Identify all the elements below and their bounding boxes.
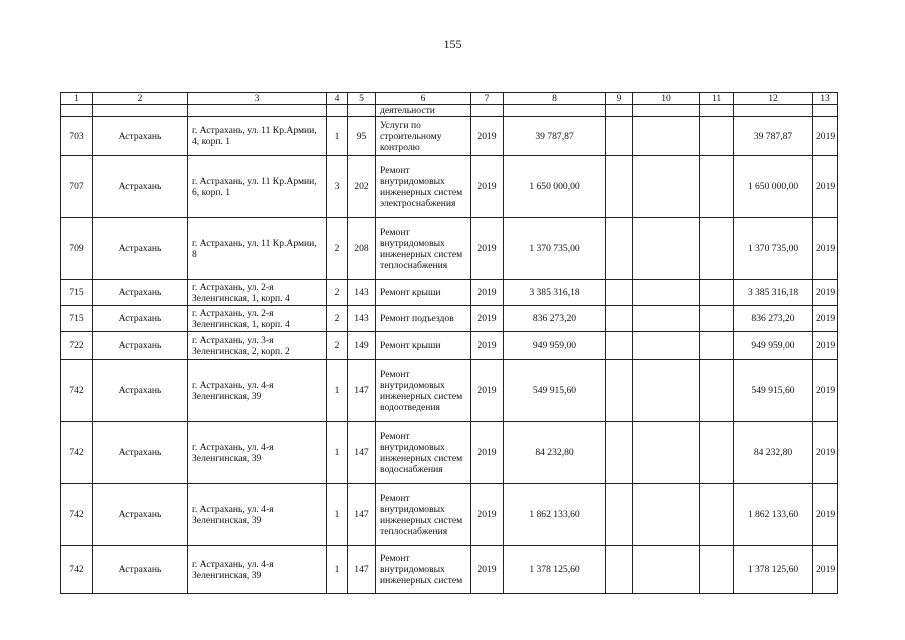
year-end: 2019 — [813, 546, 838, 594]
year-end: 2019 — [813, 306, 838, 332]
col-9 — [606, 546, 633, 594]
city: Астрахань — [93, 484, 188, 546]
col-11 — [700, 484, 734, 546]
building-number: 143 — [348, 306, 376, 332]
year: 2019 — [471, 280, 504, 306]
city: Астрахань — [93, 306, 188, 332]
floors: 1 — [327, 117, 348, 156]
col-11 — [700, 360, 734, 422]
total-cost: 1 862 133,60 — [504, 484, 606, 546]
building-number: 202 — [348, 156, 376, 218]
page-number: 155 — [443, 37, 462, 51]
floors: 1 — [327, 422, 348, 484]
col-11 — [700, 156, 734, 218]
total-cost: 1 650 000,00 — [504, 156, 606, 218]
work-description: Ремонт внутридомовых инженерных систем водоотведения — [376, 360, 471, 422]
city: Астрахань — [93, 422, 188, 484]
address: г. Астрахань, ул. 4-я Зеленгинская, 39 — [188, 422, 327, 484]
floors: 2 — [327, 306, 348, 332]
building-number: 147 — [348, 360, 376, 422]
floors: 2 — [327, 218, 348, 280]
year-end: 2019 — [813, 280, 838, 306]
table-cell — [504, 105, 606, 117]
col-10 — [633, 360, 700, 422]
year: 2019 — [471, 156, 504, 218]
address: г. Астрахань, ул. 11 Кр.Армии, 6, корп. 1 — [188, 156, 327, 218]
floors: 1 — [327, 360, 348, 422]
city: Астрахань — [93, 546, 188, 594]
address: г. Астрахань, ул. 11 Кр.Армии, 8 — [188, 218, 327, 280]
work-description: Ремонт внутридомовых инженерных систем электроснабжения — [376, 156, 471, 218]
work-description: деятельности — [376, 105, 471, 117]
building-number: 208 — [348, 218, 376, 280]
floors: 1 — [327, 484, 348, 546]
year: 2019 — [471, 360, 504, 422]
cost-regional: 1 650 000,00 — [734, 156, 813, 218]
column-number: 1 — [61, 93, 93, 105]
column-number: 11 — [700, 93, 734, 105]
cost-regional: 1 862 133,60 — [734, 484, 813, 546]
table-cell — [471, 105, 504, 117]
col-11 — [700, 218, 734, 280]
total-cost: 836 273,20 — [504, 306, 606, 332]
col-10 — [633, 306, 700, 332]
row-number: 722 — [61, 332, 93, 360]
cost-regional: 39 787,87 — [734, 117, 813, 156]
column-number-row — [61, 93, 838, 105]
col-9 — [606, 332, 633, 360]
col-9 — [606, 156, 633, 218]
col-11 — [700, 332, 734, 360]
total-cost: 84 232,80 — [504, 422, 606, 484]
address: г. Астрахань, ул. 4-я Зеленгинская, 39 — [188, 484, 327, 546]
col-9 — [606, 280, 633, 306]
row-number: 715 — [61, 280, 93, 306]
row-number: 742 — [61, 484, 93, 546]
table-cell — [93, 105, 188, 117]
address: г. Астрахань, ул. 3-я Зеленгинская, 2, корп. 2 — [188, 332, 327, 360]
cost-regional: 3 385 316,18 — [734, 280, 813, 306]
col-10 — [633, 156, 700, 218]
year: 2019 — [471, 306, 504, 332]
floors: 2 — [327, 280, 348, 306]
year-end: 2019 — [813, 332, 838, 360]
building-number: 95 — [348, 117, 376, 156]
table-row — [61, 484, 838, 546]
building-number: 147 — [348, 546, 376, 594]
city: Астрахань — [93, 280, 188, 306]
work-description: Ремонт внутридомовых инженерных систем — [376, 546, 471, 594]
address: г. Астрахань, ул. 2-я Зеленгинская, 1, корп. 4 — [188, 306, 327, 332]
total-cost: 949 959,00 — [504, 332, 606, 360]
cost-regional: 949 959,00 — [734, 332, 813, 360]
row-number: 715 — [61, 306, 93, 332]
col-9 — [606, 484, 633, 546]
col-9 — [606, 360, 633, 422]
col-10 — [633, 484, 700, 546]
year-end: 2019 — [813, 218, 838, 280]
table-row — [61, 218, 838, 280]
table-cell — [700, 105, 734, 117]
col-10 — [633, 332, 700, 360]
floors: 1 — [327, 546, 348, 594]
address: г. Астрахань, ул. 4-я Зеленгинская, 39 — [188, 360, 327, 422]
table-cell — [327, 105, 348, 117]
column-number: 6 — [376, 93, 471, 105]
year-end: 2019 — [813, 360, 838, 422]
city: Астрахань — [93, 117, 188, 156]
column-number: 3 — [188, 93, 327, 105]
address: г. Астрахань, ул. 4-я Зеленгинская, 39 — [188, 546, 327, 594]
year: 2019 — [471, 546, 504, 594]
city: Астрахань — [93, 332, 188, 360]
total-cost: 1 378 125,60 — [504, 546, 606, 594]
col-9 — [606, 117, 633, 156]
table-cell — [61, 105, 93, 117]
column-number: 10 — [633, 93, 700, 105]
work-description: Услуги по строительному контролю — [376, 117, 471, 156]
address: г. Астрахань, ул. 2-я Зеленгинская, 1, корп. 4 — [188, 280, 327, 306]
year: 2019 — [471, 117, 504, 156]
city: Астрахань — [93, 218, 188, 280]
work-description: Ремонт подъездов — [376, 306, 471, 332]
column-number: 2 — [93, 93, 188, 105]
column-number: 12 — [734, 93, 813, 105]
col-10 — [633, 546, 700, 594]
year-end: 2019 — [813, 117, 838, 156]
year-end: 2019 — [813, 422, 838, 484]
table-row — [61, 156, 838, 218]
year: 2019 — [471, 218, 504, 280]
col-9 — [606, 218, 633, 280]
cost-regional: 836 273,20 — [734, 306, 813, 332]
col-10 — [633, 422, 700, 484]
year: 2019 — [471, 332, 504, 360]
table-cell — [188, 105, 327, 117]
column-number: 9 — [606, 93, 633, 105]
work-description: Ремонт внутридомовых инженерных систем теплоснабжения — [376, 218, 471, 280]
table-cell — [813, 105, 838, 117]
row-number: 703 — [61, 117, 93, 156]
col-11 — [700, 280, 734, 306]
repair-program-table — [60, 92, 838, 594]
total-cost: 1 370 735,00 — [504, 218, 606, 280]
row-number: 709 — [61, 218, 93, 280]
row-number: 742 — [61, 546, 93, 594]
column-number: 13 — [813, 93, 838, 105]
work-description: Ремонт внутридомовых инженерных систем водоснабжения — [376, 422, 471, 484]
col-11 — [700, 546, 734, 594]
cost-regional: 1 370 735,00 — [734, 218, 813, 280]
city: Астрахань — [93, 156, 188, 218]
building-number: 149 — [348, 332, 376, 360]
column-number: 8 — [504, 93, 606, 105]
table-cell — [633, 105, 700, 117]
cost-regional: 84 232,80 — [734, 422, 813, 484]
total-cost: 3 385 316,18 — [504, 280, 606, 306]
table-row — [61, 422, 838, 484]
address: г. Астрахань, ул. 11 Кр.Армии, 4, корп. 1 — [188, 117, 327, 156]
table-cell — [734, 105, 813, 117]
table-row — [61, 360, 838, 422]
col-10 — [633, 117, 700, 156]
col-9 — [606, 422, 633, 484]
column-number: 7 — [471, 93, 504, 105]
table-row — [61, 546, 838, 594]
col-11 — [700, 117, 734, 156]
col-10 — [633, 280, 700, 306]
total-cost: 549 915,60 — [504, 360, 606, 422]
year-end: 2019 — [813, 156, 838, 218]
work-description: Ремонт крыши — [376, 280, 471, 306]
total-cost: 39 787,87 — [504, 117, 606, 156]
building-number: 147 — [348, 484, 376, 546]
cost-regional: 549 915,60 — [734, 360, 813, 422]
city: Астрахань — [93, 360, 188, 422]
continuation-row — [61, 105, 838, 117]
year: 2019 — [471, 422, 504, 484]
building-number: 143 — [348, 280, 376, 306]
table-row — [61, 332, 838, 360]
year: 2019 — [471, 484, 504, 546]
column-number: 4 — [327, 93, 348, 105]
col-9 — [606, 306, 633, 332]
year-end: 2019 — [813, 484, 838, 546]
floors: 2 — [327, 332, 348, 360]
table-row — [61, 280, 838, 306]
table-row — [61, 306, 838, 332]
row-number: 742 — [61, 360, 93, 422]
table-cell — [348, 105, 376, 117]
building-number: 147 — [348, 422, 376, 484]
col-10 — [633, 218, 700, 280]
col-11 — [700, 306, 734, 332]
work-description: Ремонт крыши — [376, 332, 471, 360]
floors: 3 — [327, 156, 348, 218]
row-number: 742 — [61, 422, 93, 484]
column-number: 5 — [348, 93, 376, 105]
table-cell — [606, 105, 633, 117]
cost-regional: 1 378 125,60 — [734, 546, 813, 594]
table-row — [61, 117, 838, 156]
row-number: 707 — [61, 156, 93, 218]
work-description: Ремонт внутридомовых инженерных систем теплоснабжения — [376, 484, 471, 546]
col-11 — [700, 422, 734, 484]
